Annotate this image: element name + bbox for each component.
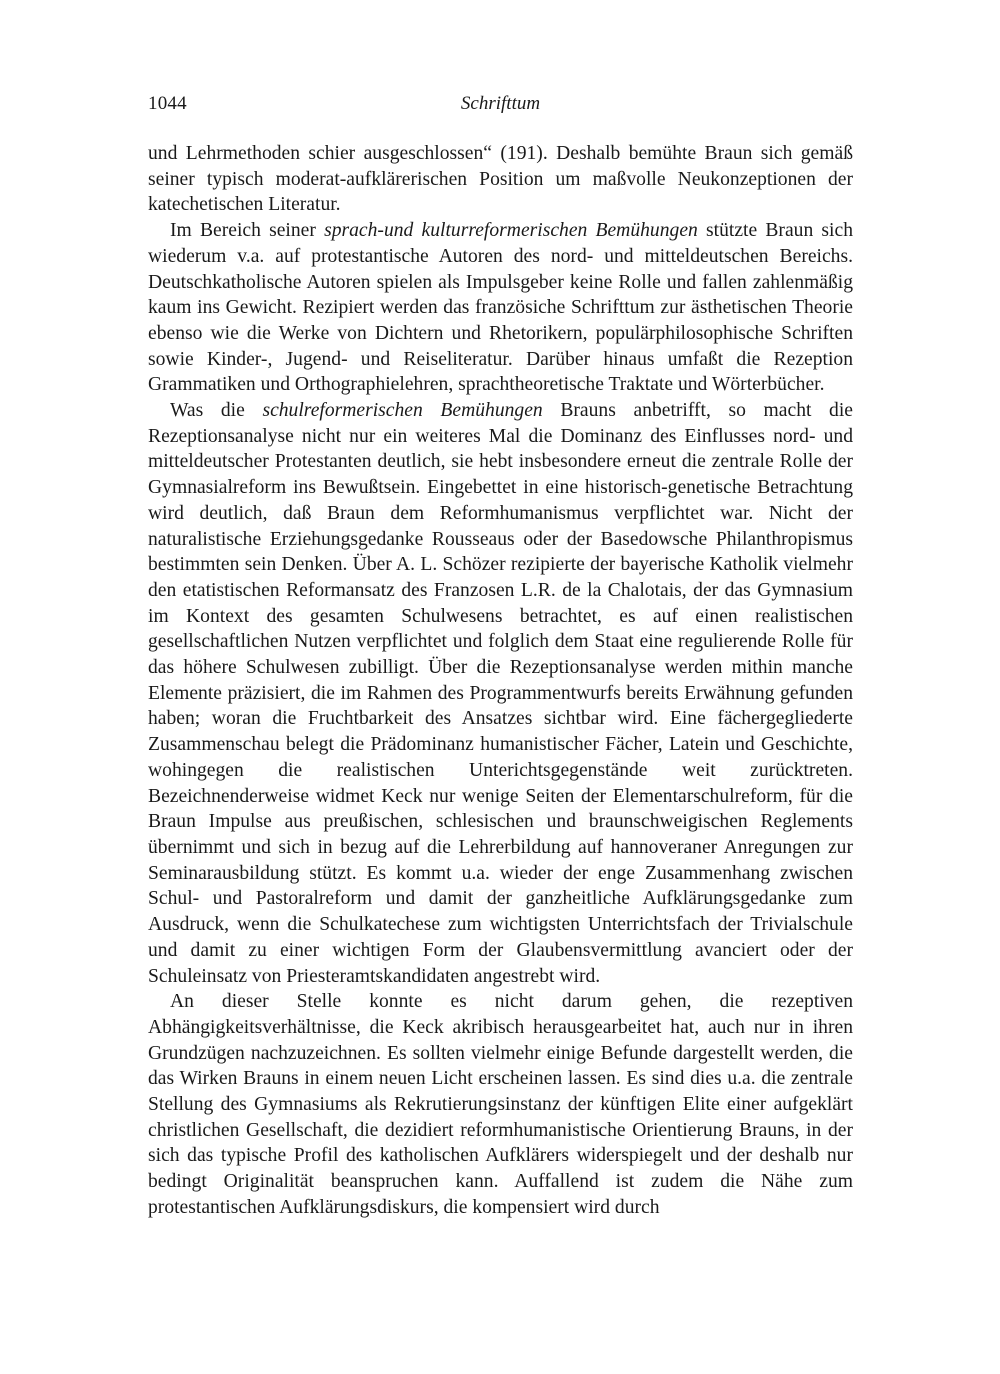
paragraph-1: und Lehrmethoden schier ausgeschlossen“ (191). Deshalb bemühte Braun sich gemäß seiner typisch moderat-aufklärerischen Position um maßvolle Neukonzeptionen der katechetischen Literatur. [148, 143, 853, 216]
paragraph-4: An dieser Stelle konnte es nicht darum gehen, die rezeptiven Abhängigkeitsverhältnisse, die Keck akribisch herausgearbeitet hat, auch nur in ihren Grundzügen nachzuzeichnen. Es sollten vielmehr einige Befunde dargestellt werden, die das Wirken Brauns in einem neuen Licht erscheinen lassen. Es sind dies u.a. die zentrale Stellung des Gymnasiums als Rekrutierungsinstanz der künftigen Elite einer aufgeklärt christlichen Gesellschaft, die dezidiert reformhumanistische Orientierung Brauns, in der sich das typische Profil des katholischen Aufklärers widerspiegelt und der deshalb nur bedingt Originalität beanspruchen kann. Auffallend ist zudem die Nähe zum protestantischen Aufklärungsdiskurs, die kompensiert wird durch [148, 991, 853, 1218]
paragraph-2-start: Im Bereich seiner [170, 220, 325, 242]
body-text [148, 141, 853, 1221]
paragraph-3 [148, 398, 853, 989]
paragraph-2-emphasis: sprach-und kulturreformerischen Bemühungen [324, 220, 698, 242]
page-number: 1044 [148, 93, 187, 114]
paragraph-3-emphasis: schulreformerischen Bemühungen [262, 400, 543, 422]
running-head: Schrifttum [460, 93, 541, 114]
paragraph-2 [148, 218, 853, 398]
paragraph-2-rest: stützte Braun sich wiederum v.a. auf protestantische Autoren des nord- und mitteldeutschen Bereichs. Deutschkatholische Autoren spielen als Impulsgeber keine Rolle und fallen zahlenmäßig kaum ins Gewicht. Rezipiert werden das französiche Schrifttum zur ästhetischen Theorie ebenso wie die Werke von Dichtern und Rhetorikern, populärphilosophische Schriften sowie Kinder-, Jugend- und Reiseliteratur. Darüber hinaus umfaßt die Rezeption Grammatiken und Orthographielehren, sprachtheoretische Traktate und Wörterbücher. [148, 220, 853, 396]
paragraph-3-start: Was die [170, 400, 263, 422]
page-header [148, 93, 853, 123]
paragraph-3-rest: Brauns anbetrifft, so macht die Rezeptionsanalyse nicht nur ein weiteres Mal die Dominanz des Einflusses nord- und mitteldeutscher Protestanten deutlich, sie hebt insbesondere erneut die zentrale Rolle der Gymnasialreform ins Bewußtsein. Eingebettet in eine historisch-genetische Betrachtung wird deutlich, daß Braun dem Reformhumanismus verpflichtet war. Nicht der naturalistische Erziehungsgedanke Rousseaus oder der Basedowsche Philanthropismus bestimmten sein Denken. Über A. L. Schözer rezipierte der bayerische Katholik vielmehr den etatistischen Reformansatz des Franzosen L.R. de la Chalotais, der das Gymnasium im Kontext des gesamten Schulwesens betrachtet, es auf einen realistischen gesellschaftlichen Nutzen verpflichtet und folglich dem Staat eine regulierende Rolle für das höhere Schulwesen zubilligt. Über die Rezeptionsanalyse werden mithin manche Elemente präzisiert, die im Rahmen des Programmentwurfs bereits Erwähnung gefunden haben; woran die Fruchtbarkeit des Ansatzes sichtbar wird. Eine fächergegliederte Zusammenschau belegt die Prädominanz humanistischer Fächer, Latein und Geschichte, wohingegen die realistischen Unterichtsgegenstände weit zurücktreten. Bezeichnenderweise widmet Keck nur wenige Seiten der Elementarschulreform, für die Braun Impulse aus preußischen, schlesischen und braunschweigischen Reglements übernimmt und sich in bezug auf die Lehrerbildung auf hannoveraner Anregungen zur Seminarausbildung stützt. Es kommt u.a. wieder der enge Zusammenhang zwischen Schul- und Pastoralreform und damit der ganzheitliche Aufklärungsgedanke zum Ausdruck, wenn die Schulkatechese zum wichtigsten Unterrichtsfach der Trivialschule und damit zu einer wichtigen Form der Glaubensvermittlung avanciert oder der Schuleinsatz von Priesteramtskandidaten angestrebt wird. [148, 400, 853, 987]
